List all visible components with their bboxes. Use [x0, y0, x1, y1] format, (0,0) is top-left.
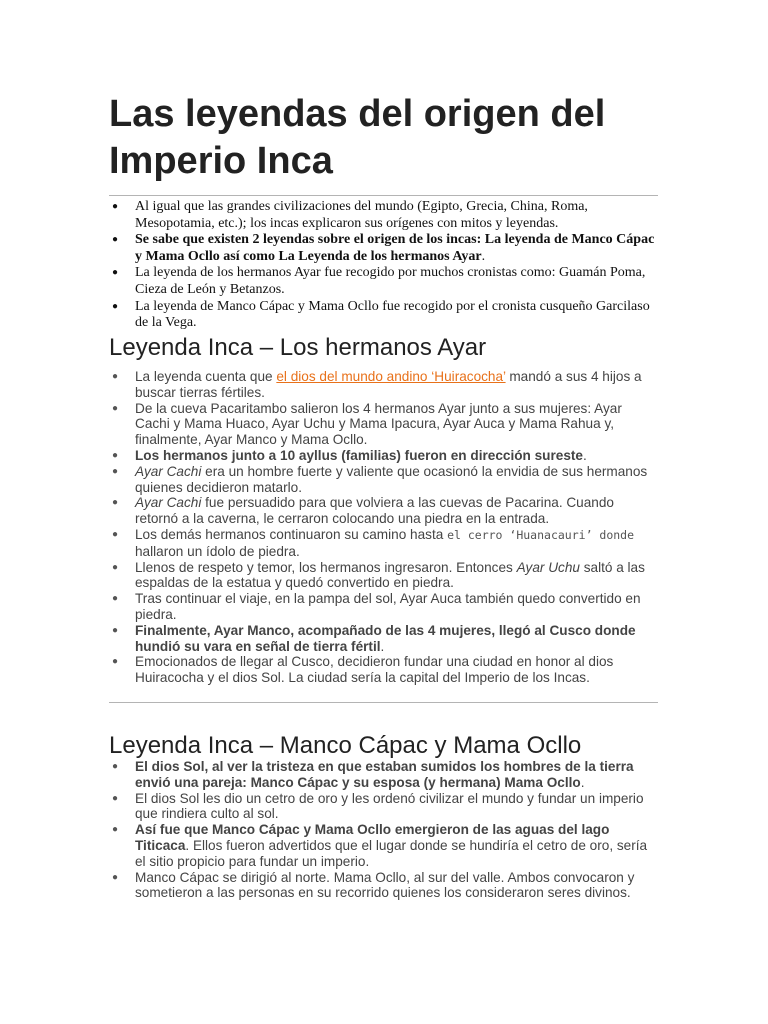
list-item: ● La leyenda de los hermanos Ayar fue recogido por muchos cronistas como: Guamán Poma, Cieza de León y Betanzos.	[112, 265, 646, 297]
section-heading-hermanos-ayar: Leyenda Inca – Los hermanos Ayar	[109, 334, 487, 361]
hermanos-ayar-list	[109, 369, 659, 686]
list-item: ● Se sabe que existen 2 leyendas sobre el origen de los incas: La leyenda de Manco Cápac y Mama Ocllo así como La Leyenda de los hermanos Ayar.	[112, 232, 655, 264]
list-item: ● Ayar Cachi fue persuadido para que volviera a las cuevas de Pacarina. Cuando retornó a la caverna, le cerraron colocando una piedra en la entrada.	[112, 495, 614, 527]
title-divider	[109, 195, 658, 196]
section-heading-manco-capac: Leyenda Inca – Manco Cápac y Mama Ocllo	[109, 732, 582, 759]
list-item: ● Los demás hermanos continuaron su camino hasta el cerro ‘Huanacauri’ donde hallaron un ídolo de piedra.	[112, 526, 635, 559]
list-item: ● La leyenda cuenta que el dios del mundo andino ‘Huiracocha’ mandó a sus 4 hijos a buscar tierras fértiles.	[112, 369, 642, 400]
bullet-icon: ●	[112, 656, 119, 668]
list-item: ● Llenos de respeto y temor, los hermanos ingresaron. Entonces Ayar Uchu saltó a las espaldas de la estatua y quedó convertido en piedra.	[112, 559, 645, 591]
bullet-icon: ●	[112, 465, 119, 477]
bullet-icon: ●	[112, 792, 119, 804]
list-item: ● Ayar Cachi era un hombre fuerte y valiente que ocasionó la envidia de sus hermanos quienes decidieron matarlo.	[112, 463, 648, 495]
list-item: ● La leyenda de Manco Cápac y Mama Ocllo fue recogido por el cronista cusqueño Garcilaso de la Vega.	[112, 298, 650, 331]
bullet-icon: ●	[112, 267, 119, 279]
bullet-icon: ●	[112, 561, 119, 573]
list-item: ● Al igual que las grandes civilizaciones del mundo (Egipto, Grecia, China, Roma, Mesopotamia, etc.); los incas explicaron sus orígenes con mitos y leyendas.	[112, 199, 588, 231]
bullet-icon: ●	[112, 234, 119, 246]
list-item: ● Finalmente, Ayar Manco, acompañado de las 4 mujeres, llegó al Cusco donde hundió su vara en señal de tierra fértil.	[112, 622, 636, 654]
list-item: ● De la cueva Pacaritambo salieron los 4 hermanos Ayar junto a sus mujeres: Ayar Cachi y Mama Huaco, Ayar Uchu y Mama Ipacura, Ayar Auca y Mama Rahua y, finalmente, Ayar Manco y Mama Ocllo.	[112, 400, 622, 448]
list-item: ● Tras continuar el viaje, en la pampa del sol, Ayar Auca también quedo convertido en piedra.	[112, 591, 641, 622]
list-item: ● Emocionados de llegar al Cusco, decidieron fundar una ciudad en honor al dios Huiracocha y el dios Sol. La ciudad sería la capital del Imperio de los Incas.	[112, 654, 614, 686]
manco-capac-list	[109, 759, 659, 901]
list-item: ● El dios Sol les dio un cetro de oro y les ordenó civilizar el mundo y fundar un imperio que rindiera culto al sol.	[112, 790, 644, 822]
bullet-icon: ●	[112, 449, 119, 461]
intro-list	[109, 199, 659, 332]
bullet-icon: ●	[112, 528, 119, 540]
list-item: ● Los hermanos junto a 10 ayllus (familias) fueron en dirección sureste.	[112, 447, 587, 463]
bullet-icon: ●	[112, 761, 119, 772]
bullet-icon: ●	[112, 593, 119, 605]
bullet-icon: ●	[112, 871, 119, 883]
bullet-icon: ●	[112, 497, 119, 509]
list-item: ● Así fue que Manco Cápac y Mama Ocllo emergieron de las aguas del lago Titicaca. Ellos fueron advertidos que el lugar donde se hundiría el cetro de oro, sería el sitio propicio para fundar un imperio.	[112, 822, 648, 869]
bullet-icon: ●	[112, 824, 119, 836]
bullet-icon: ●	[112, 371, 119, 382]
huiracocha-link[interactable]: el dios del mundo andino ‘Huiracocha’	[276, 369, 506, 384]
page-title: Las leyendas del origen del Imperio Inca	[109, 93, 606, 182]
list-item: ● El dios Sol, al ver la tristeza en que estaban sumidos los hombres de la tierra envió una pareja: Manco Cápac y su esposa (y hermana) Mama Ocllo.	[112, 759, 634, 790]
bullet-icon: ●	[112, 624, 119, 636]
section-divider	[109, 702, 658, 703]
list-item: ● Manco Cápac se dirigió al norte. Mama Ocllo, al sur del valle. Ambos convocaron y sometieron a las personas en su recorrido quienes los consideraron seres divinos.	[112, 869, 635, 901]
bullet-icon: ●	[112, 300, 119, 312]
bullet-icon: ●	[112, 201, 119, 212]
bullet-icon: ●	[112, 402, 119, 414]
